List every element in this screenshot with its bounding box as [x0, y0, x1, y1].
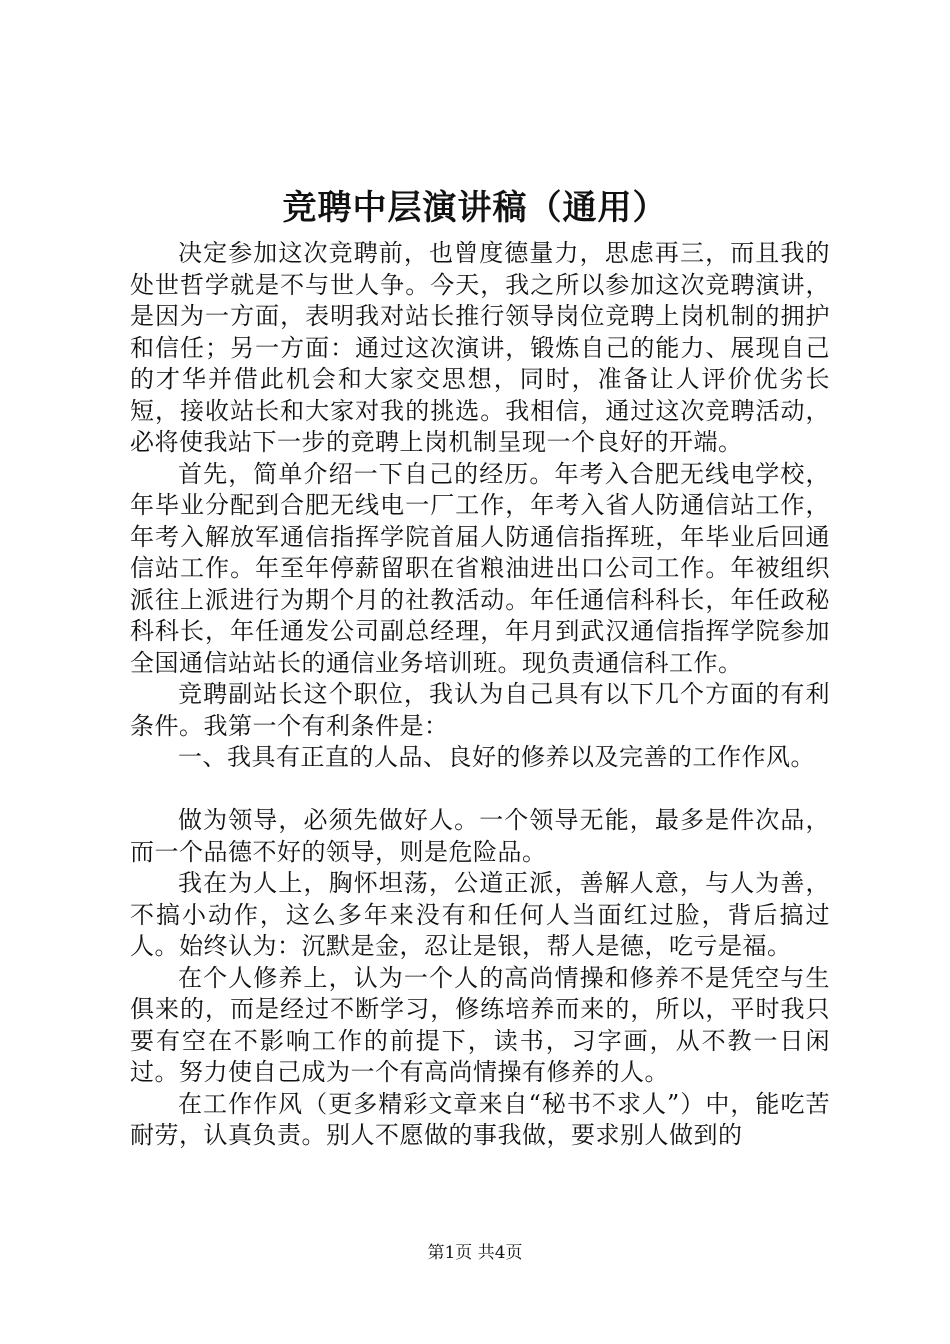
paragraph: 做为领导，必须先做好人。一个领导无能，最多是件次品，而一个品德不好的领导，则是危险品。	[130, 806, 830, 866]
paragraph: 在工作作风（更多精彩文章来自“秘书不求人”）中，能吃苦耐劳，认真负责。别人不愿做的事我做，要求别人做到的	[130, 1089, 830, 1149]
paragraph: 决定参加这次竞聘前，也曾度德量力，思虑再三，而且我的处世哲学就是不与世人争。今天，我之所以参加这次竞聘演讲，是因为一方面，表明我对站长推行领导岗位竞聘上岗机制的拥护和信任；另一方面：通过这次演讲，锻炼自己的能力、展现自己的才华并借此机会和大家交思想，同时，准备让人评价优劣长短，接收站长和大家对我的挑选。我相信，通过这次竞聘活动，必将使我站下一步的竞聘上岗机制呈现一个良好的开端。	[130, 239, 830, 456]
page-footer: 第1页 共4页	[427, 1243, 523, 1263]
document-title: 竞聘中层演讲稿（通用）	[282, 188, 668, 228]
paragraph: 在个人修养上，认为一个人的高尚情操和修养不是凭空与生俱来的，而是经过不断学习，修练培养而来的，所以，平时我只要有空在不影响工作的前提下，读书，习字画，从不教一日闲过。努力使自己成为一个有高尚情操有修养的人。	[130, 963, 830, 1086]
section-heading: 一、我具有正直的人品、良好的修养以及完善的工作作风。	[178, 743, 815, 771]
paragraph: 首先，简单介绍一下自己的经历。年考入合肥无线电学校，年毕业分配到合肥无线电一厂工作，年考入省人防通信站工作，年考入解放军通信指挥学院首届人防通信指挥班，年毕业后回通信站工作。年至年停薪留职在省粮油进出口公司工作。年被组织派往上派进行为期个月的社教活动。年任通信科科长，年任政秘科科长，年任通发公司副总经理，年月到武汉通信指挥学院参加全国通信站站长的通信业务培训班。现负责通信科工作。	[130, 459, 830, 677]
paragraph: 竞聘副站长这个职位，我认为自己具有以下几个方面的有利条件。我第一个有利条件是：	[130, 680, 830, 740]
paragraph: 我在为人上，胸怀坦荡，公道正派，善解人意，与人为善，不搞小动作，这么多年来没有和任何人当面红过脸，背后搞过人。始终认为：沉默是金，忍让是银，帮人是德，吃亏是福。	[130, 869, 830, 960]
document-body	[130, 238, 830, 1152]
